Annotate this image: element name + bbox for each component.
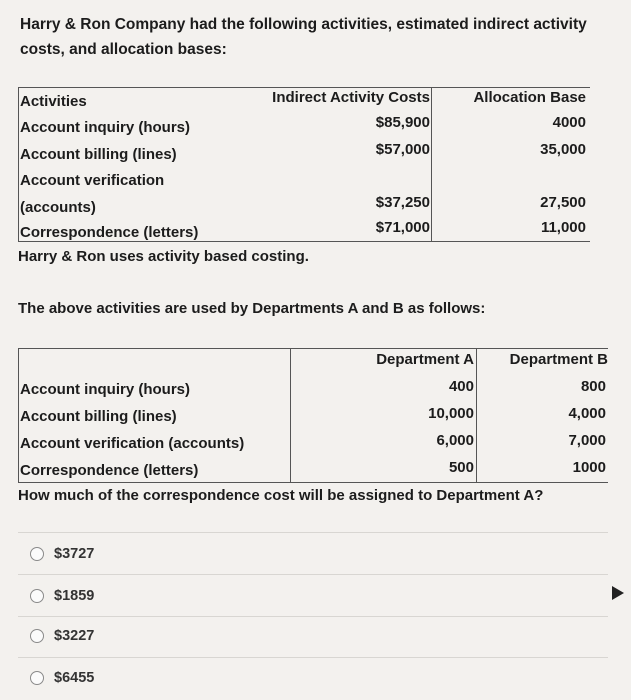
radio-button[interactable]: [30, 629, 44, 643]
answer-option-4[interactable]: [30, 670, 94, 686]
table2-row3-activity: Account verification (accounts): [20, 435, 245, 452]
table1-row4-cost: $37,250: [375, 194, 430, 211]
table1-row2-activity: Account billing (lines): [20, 146, 177, 163]
answer-option-label: $6455: [54, 670, 95, 686]
option-divider: [18, 657, 608, 658]
table2-row2-a: 10,000: [428, 405, 474, 422]
radio-button[interactable]: [30, 547, 44, 561]
table1-row4-base: 27,500: [540, 194, 586, 211]
answer-option-label: $1859: [54, 588, 95, 604]
table2-row4-activity: Correspondence (letters): [20, 462, 199, 479]
table2-row4-b: 1000: [572, 459, 606, 476]
table2-col-divider-1: [290, 348, 291, 483]
table2-header-dept-b: Department B: [509, 351, 608, 368]
table1-row2-cost: $57,000: [375, 141, 430, 158]
table1-header-activities: Activities: [20, 93, 87, 110]
table2-header-dept-a: Department A: [376, 351, 474, 368]
table1-row1-cost: $85,900: [375, 114, 430, 131]
answer-option-label: $3227: [54, 628, 95, 644]
table1-row1-base: 4000: [552, 114, 586, 131]
option-divider: [18, 616, 608, 617]
table2-bottom-border: [18, 482, 608, 483]
option-divider: [18, 574, 608, 575]
table1-row5-cost: $71,000: [375, 219, 430, 236]
table2-col-divider-2: [476, 348, 477, 483]
abc-note: Harry & Ron uses activity based costing.: [18, 248, 309, 265]
table1-row5-base: 11,000: [540, 219, 586, 236]
table2-row1-activity: Account inquiry (hours): [20, 381, 190, 398]
table1-row2-base: 35,000: [540, 141, 586, 158]
table1-col-divider: [431, 87, 432, 242]
table1-header-base: Allocation Base: [473, 89, 586, 106]
table2-row3-a: 6,000: [436, 432, 474, 449]
mouse-cursor-icon: [612, 586, 624, 600]
table2-row1-a: 400: [448, 378, 474, 395]
table1-row1-activity: Account inquiry (hours): [20, 119, 190, 136]
departments-intro: The above activities are used by Departments A and B as follows:: [18, 300, 486, 317]
answer-option-label: $3727: [54, 546, 95, 562]
answer-option-3[interactable]: [30, 628, 94, 644]
answer-option-2[interactable]: [30, 588, 94, 604]
question-text: Harry & Ron Company had the following activities, estimated indirect activity costs, and allocation bases:: [20, 16, 587, 58]
answer-option-1[interactable]: [30, 546, 94, 562]
table1-left-border: [18, 87, 19, 242]
question-prompt: How much of the correspondence cost will be assigned to Department A?: [18, 487, 544, 504]
table2-row2-b: 4,000: [568, 405, 606, 422]
table2-left-border: [18, 348, 19, 483]
table2-row2-activity: Account billing (lines): [20, 408, 177, 425]
table2-row1-b: 800: [580, 378, 606, 395]
radio-button[interactable]: [30, 589, 44, 603]
table2-row4-a: 500: [448, 459, 474, 476]
table1-row3-activity: Account verification: [20, 172, 165, 189]
table1-row5-activity: Correspondence (letters): [20, 224, 199, 241]
table1-row4-activity: (accounts): [20, 199, 96, 216]
table2-row3-b: 7,000: [568, 432, 606, 449]
table1-header-cost: Indirect Activity Costs: [272, 89, 430, 106]
option-divider: [18, 532, 608, 533]
radio-button[interactable]: [30, 671, 44, 685]
table2-top-border: [18, 348, 608, 349]
